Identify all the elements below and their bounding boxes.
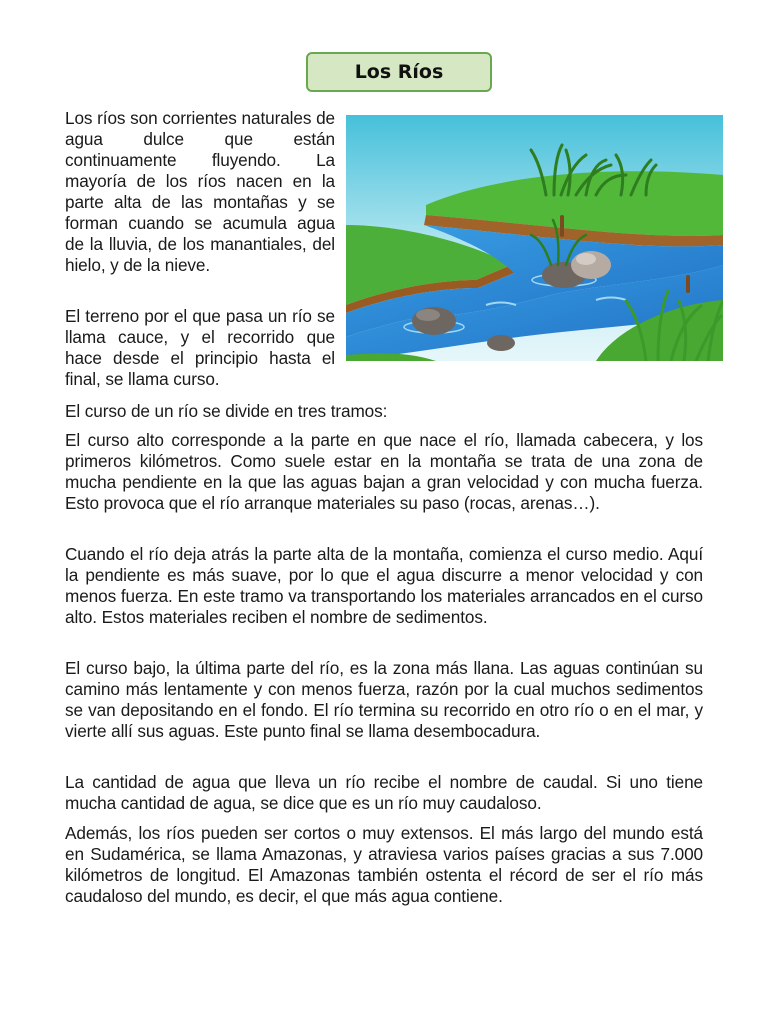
paragraph-cauce: El terreno por el que pasa un río se llama cauce, y el recorrido que hace desde el principio hasta el final, se llama curso.	[65, 306, 335, 389]
page-title: Los Ríos	[354, 61, 444, 83]
paragraph-curso-bajo: El curso bajo, la última parte del río, es la zona más llana. Las aguas continúan su camino más lentamente y con menos fuerza, razón por la cual muchos sedimentos se van depositando en el fondo. El río termina su recorrido en otro río o en el mar, y vierte allí sus aguas. Este punto final se llama desembocadura.	[65, 658, 703, 741]
paragraph-intro: Los ríos son corrientes naturales de agua dulce que están continuamente fluyendo. La mayoría de los ríos nacen en la parte alta de las montañas y se forman cuando se acumula agua de la lluvia, de los manantiales, del hielo, y de la nieve.	[65, 108, 335, 275]
title-box	[306, 52, 492, 92]
paragraph-tramos: El curso de un río se divide en tres tramos:	[65, 401, 388, 421]
paragraph-amazonas: Además, los ríos pueden ser cortos o muy extensos. El más largo del mundo está en Sudamérica, se llama Amazonas, y atraviesa varios países gracias a sus 7.000 kilómetros de longitud. El Amazonas también ostenta el récord de ser el río más caudaloso del mundo, es decir, el que más agua contiene.	[65, 823, 703, 906]
paragraph-caudal: La cantidad de agua que lleva un río recibe el nombre de caudal. Si uno tiene mucha cantidad de agua, se dice que es un río muy caudaloso.	[65, 772, 703, 813]
paragraph-curso-alto: El curso alto corresponde a la parte en que nace el río, llamada cabecera, y los primeros kilómetros. Como suele estar en la montaña se trata de una zona de mucha pendiente en la que las aguas bajan a gran velocidad y con mucha fuerza. Esto provoca que el río arranque materiales su paso (rocas, arenas…).	[65, 430, 703, 513]
river-illustration	[346, 115, 723, 361]
paragraph-curso-medio: Cuando el río deja atrás la parte alta de la montaña, comienza el curso medio. Aquí la pendiente es más suave, por lo que el agua discurre a menor velocidad y con menos fuerza. En este tramo va transportando los materiales arrancados en el curso alto. Estos materiales reciben el nombre de sedimentos.	[65, 544, 703, 627]
